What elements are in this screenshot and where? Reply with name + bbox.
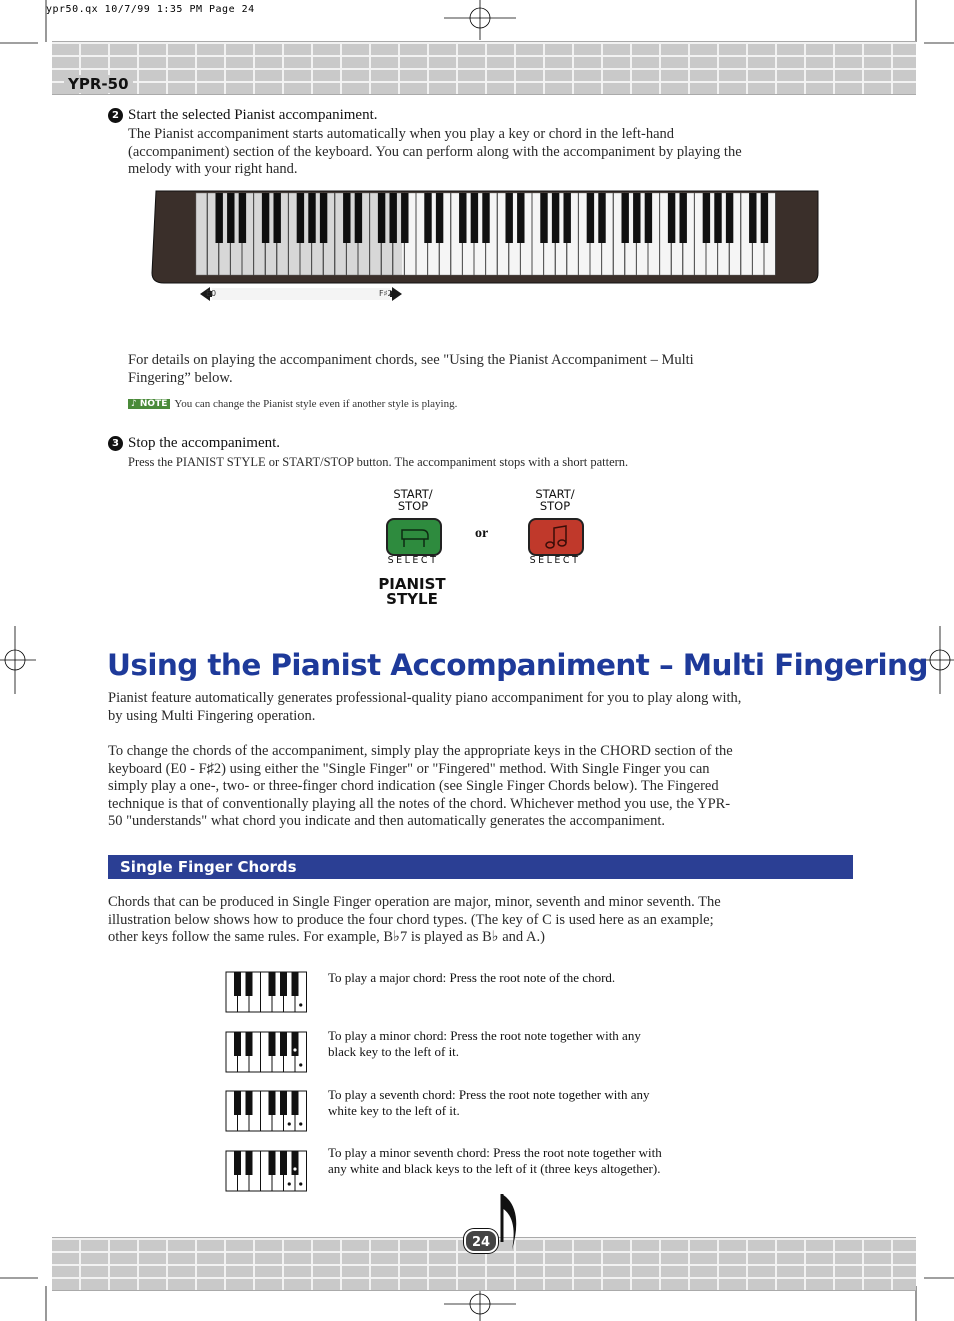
grand-piano-icon — [388, 520, 440, 554]
seventh-chord-diagram — [225, 1090, 309, 1132]
step3-body: Press the PIANIST STYLE or START/STOP button. The accompaniment stops with a short pattern. — [128, 455, 629, 469]
body-line: illustration below shows how to produce the four chord types. (The key of C is used here as an example; — [108, 911, 714, 928]
label-line: START/ — [393, 487, 433, 501]
or-label: or — [475, 526, 489, 541]
section-title: Using the Pianist Accompaniment – Multi Fingering — [107, 648, 928, 682]
body-line: other keys follow the same rules. For example, B♭7 is played as B♭ and A.) — [108, 929, 545, 945]
black-key — [269, 1151, 276, 1175]
chord-line: To play a major chord: Press the root note of the chord. — [328, 970, 616, 985]
note-badge-label: NOTE — [139, 399, 168, 409]
black-key — [234, 972, 241, 996]
body-line: melody with your right hand. — [128, 161, 298, 177]
black-key — [703, 193, 710, 243]
black-key — [234, 1091, 241, 1115]
page-number-badge — [464, 1229, 498, 1253]
pianist-style-button[interactable] — [386, 518, 442, 556]
label-line: STOP — [397, 499, 429, 513]
pianist-style-label — [374, 577, 450, 607]
body-line: Fingering” below. — [128, 369, 233, 386]
black-key — [246, 972, 253, 996]
chord-description-minor-seventh — [328, 1145, 662, 1177]
black-key — [598, 193, 605, 243]
black-key — [552, 193, 559, 243]
black-key — [459, 193, 466, 243]
body-line: The Pianist accompaniment starts automatically when you play a key or chord in the left-hand — [128, 126, 675, 142]
black-key — [401, 193, 408, 243]
body-line: (accompaniment) section of the keyboard. You can perform along with the accompaniment by playing the — [128, 143, 742, 160]
note-badge: ♪ NOTE — [128, 399, 170, 409]
body-line: Chords that can be produced in Single Finger operation are major, minor, seventh and minor seventh. The — [108, 894, 721, 910]
black-key — [280, 972, 287, 996]
range-start-label: E0 — [206, 289, 217, 298]
black-key — [292, 1032, 299, 1056]
black-key — [645, 193, 652, 243]
black-key — [280, 1151, 287, 1175]
step2-title: Start the selected Pianist accompaniment. — [128, 107, 378, 123]
black-key — [621, 193, 628, 243]
chord-description-seventh — [328, 1087, 649, 1119]
black-key — [540, 193, 547, 243]
pressed-key-dot — [299, 1182, 302, 1185]
black-key — [280, 1091, 287, 1115]
black-key — [679, 193, 686, 243]
black-key — [726, 193, 733, 243]
chord-description-minor — [328, 1028, 641, 1060]
black-key — [424, 193, 431, 243]
black-key — [471, 193, 478, 243]
page-number: 24 — [471, 1235, 491, 1250]
major-chord-diagram — [225, 971, 309, 1013]
chord-line: white key to the left of it. — [328, 1103, 460, 1118]
black-key — [761, 193, 768, 243]
body-line: by using Multi Fingering operation. — [108, 707, 316, 724]
black-key — [269, 1032, 276, 1056]
pressed-key-dot — [288, 1122, 291, 1125]
black-key — [482, 193, 489, 243]
black-key — [749, 193, 756, 243]
chord-line: To play a minor seventh chord: Press the root note together with — [328, 1145, 662, 1160]
body-line: To change the chords of the accompaniment, simply play the appropriate keys in the CHORD section of the — [108, 743, 733, 759]
chord-line: black key to the left of it. — [328, 1044, 460, 1059]
black-key — [587, 193, 594, 243]
step2-heading — [108, 107, 378, 124]
model-label: YPR-50 — [64, 75, 133, 93]
chord-change-paragraph — [108, 743, 868, 831]
step2-body — [128, 126, 858, 179]
black-key — [280, 1032, 287, 1056]
step-number-badge: 3 — [108, 436, 123, 451]
step-number-badge: 2 — [108, 108, 123, 123]
minor-chord-diagram — [225, 1031, 309, 1073]
black-key — [436, 193, 443, 243]
body-line: 50 "understands" what chord you indicate and then automatically generates the accompaniment. — [108, 813, 666, 829]
body-line: keyboard (E0 - F♯2) using either the "Single Finger" or "Fingered" method. With Single Finger you can — [108, 760, 710, 777]
pressed-key-dot — [299, 1063, 302, 1066]
chord-line: To play a seventh chord: Press the root note together with any — [328, 1087, 650, 1102]
start-stop-button[interactable] — [528, 518, 584, 556]
keyboard-illustration — [150, 189, 822, 287]
subsection-title: Single Finger Chords — [120, 858, 297, 876]
print-slug: ypr50.qx 10/7/99 1:35 PM Page 24 — [46, 4, 255, 15]
chord-section-shade — [196, 193, 402, 275]
single-finger-intro — [108, 894, 868, 947]
black-key — [633, 193, 640, 243]
black-key — [668, 193, 675, 243]
label-line: STYLE — [386, 590, 438, 608]
note-line — [128, 398, 457, 410]
chord-line: any white and black keys to the left of it (three keys altogether). — [328, 1161, 661, 1176]
label-line: STOP — [539, 499, 571, 513]
pressed-key-dot — [299, 1003, 302, 1006]
pianist-select-label: SELECT — [387, 555, 439, 566]
black-key — [246, 1032, 253, 1056]
music-note-icon — [530, 520, 582, 554]
body-line: technique is that of conventionally playing all the notes of the chord. Whichever method you use, the YPR- — [108, 795, 731, 812]
start-stop-select-label: SELECT — [529, 555, 581, 566]
black-key — [269, 1091, 276, 1115]
black-key — [714, 193, 721, 243]
section-intro — [108, 690, 868, 725]
black-key — [234, 1151, 241, 1175]
header-band — [52, 41, 916, 95]
pianist-button-top-label — [384, 488, 442, 512]
body-line: Pianist feature automatically generates professional-quality piano accompaniment for you to play along with, — [108, 690, 742, 706]
black-key — [246, 1091, 253, 1115]
chord-range-arrow — [196, 285, 406, 303]
black-key — [292, 972, 299, 996]
label-line: START/ — [535, 487, 575, 501]
step3-heading — [108, 435, 280, 452]
black-key — [563, 193, 570, 243]
label-line: PIANIST — [378, 575, 446, 593]
step3-title: Stop the accompaniment. — [128, 435, 281, 451]
pressed-key-dot — [299, 1122, 302, 1125]
pressed-key-dot — [293, 1167, 296, 1170]
chord-description-major — [328, 970, 615, 986]
pressed-key-dot — [293, 1048, 296, 1051]
black-key — [246, 1151, 253, 1175]
body-line: simply play a one-, two- or three-finger chord indication (see Single Finger Chords below). The Fingered — [108, 778, 719, 794]
chord-line: To play a minor chord: Press the root note together with any — [328, 1028, 641, 1043]
black-key — [269, 972, 276, 996]
black-key — [505, 193, 512, 243]
black-key — [234, 1032, 241, 1056]
details-paragraph — [128, 352, 858, 387]
minor-seventh-chord-diagram — [225, 1150, 309, 1192]
start-stop-button-top-label — [526, 488, 584, 512]
pressed-key-dot — [288, 1182, 291, 1185]
black-key — [517, 193, 524, 243]
black-key — [292, 1091, 299, 1115]
black-key — [292, 1151, 299, 1175]
note-text: You can change the Pianist style even if another style is playing. — [174, 398, 458, 410]
range-end-label: F♯2 — [379, 289, 393, 298]
body-line: For details on playing the accompaniment chords, see "Using the Pianist Accompaniment – Multi — [128, 352, 694, 368]
